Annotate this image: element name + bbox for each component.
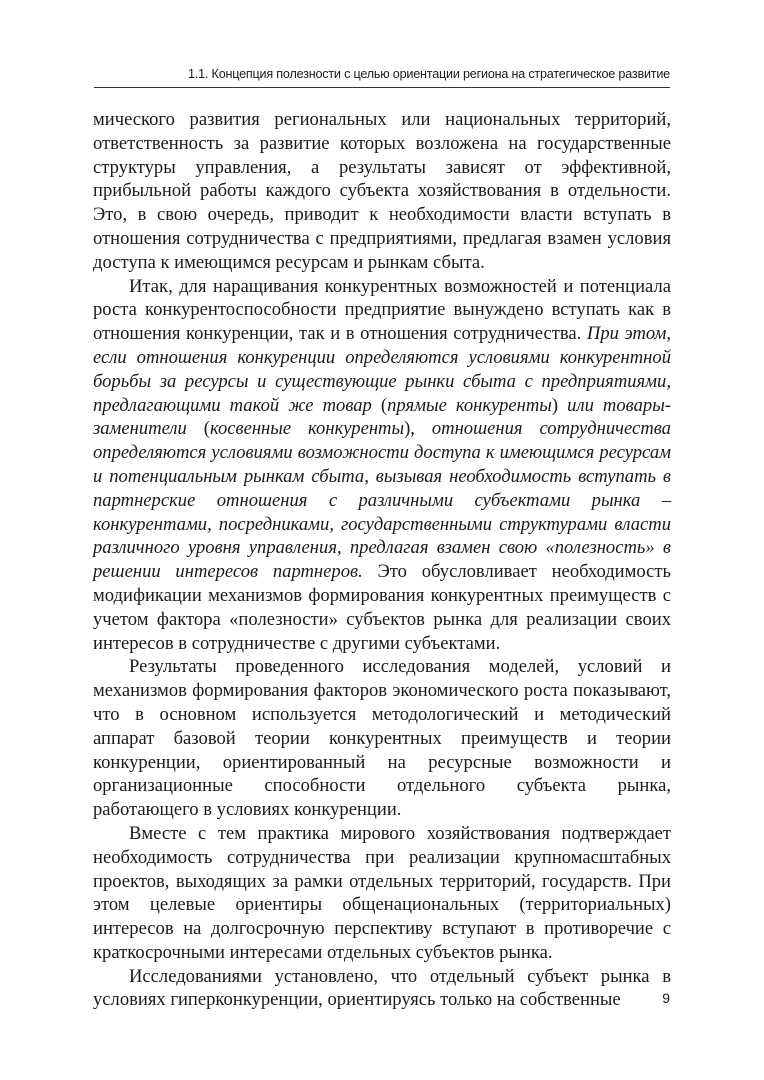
paragraph-research-results: Результаты проведенного исследования моделей, условий и механизмов формирования факторов экономического роста показывают, что в основном используется методологический и методический аппарат базовой теории конкурентных преимуществ и теории конкуренции, ориентированный на ресурсные возможности и организационные способности отдельного субъекта рынка, работающего в условиях конкуренции.	[93, 656, 671, 821]
paren-close: ),	[404, 418, 415, 440]
italic-fragment: косвенные конкуренты	[209, 418, 405, 440]
paren-open: (	[380, 394, 388, 416]
italic-fragment: прямые конкуренты	[387, 394, 552, 416]
paren-close: )	[551, 394, 559, 416]
paragraph-lead: Итак, для наращивания конкурентных возможностей и потенциала роста конкурентоспособности предприятие вынуждено вступать как в отношения конкуренции, так и в отношения сотрудничества.	[93, 275, 671, 345]
body-text	[93, 108, 671, 1012]
paragraph-world-practice: Вместе с тем практика мирового хозяйствования подтверждает необходимость сотрудничества при реализации крупномасштабных проектов, выходящих за рамки отдельных территорий, государств. При этом целевые ориентиры общенациональных (территориальных) интересов на долгосрочную перспективу вступают в противоречие с краткосрочными интересами отдельных субъектов рынка.	[93, 822, 671, 963]
paragraph-continuation: мического развития региональных или национальных территорий, ответственность за развитие которых возложена на государственные структуры управления, а результаты зависят от эффективной, прибыльной работы каждого субъекта хозяйствования в отдельности. Это, в свою очередь, приводит к необходимости власти вступать в отношения сотрудничества с предприятиями, предлагая взамен условия доступа к имеющимся ресурсам и рынкам сбыта.	[93, 109, 671, 273]
paragraph-hypercompetition: Исследованиями установлено, что отдельный субъект рынка в условиях гиперконкуренции, ориентируясь только на собственные	[93, 965, 671, 1011]
running-header: 1.1. Концепция полезности с целью ориентации региона на стратегическое развитие	[188, 67, 670, 81]
paragraph-competition	[93, 275, 671, 656]
page-number: 9	[662, 990, 670, 1006]
italic-fragment: отношения сотрудничества определяются условиями возможности доступа к имеющимся ресурсам и потенциальным рынкам сбыта, вызывая необходимость вступать в партнерские отношения с различными субъектами рынка – конкурентами, посредниками, государственными структурами власти различного уровня управления, предлагая взамен свою «полезность» в решении интересов партнеров.	[93, 418, 671, 583]
header-rule	[94, 87, 670, 88]
italic-fragment: или товары-заменители	[93, 394, 671, 440]
italic-fragment: При этом, если отношения конкуренции определяются условиями конкурентной борьбы за ресурсы и существующие рынки сбыта с предприятиями, предлагающими такой же товар	[93, 323, 672, 416]
paren-open: (	[203, 418, 210, 440]
paragraph-tail: Это обусловливает необходимость модификации механизмов формирования конкурентных преимуществ с учетом фактора «полезности» субъектов рынка для реализации своих интересов в сотрудничестве с другими субъектами.	[93, 561, 672, 654]
